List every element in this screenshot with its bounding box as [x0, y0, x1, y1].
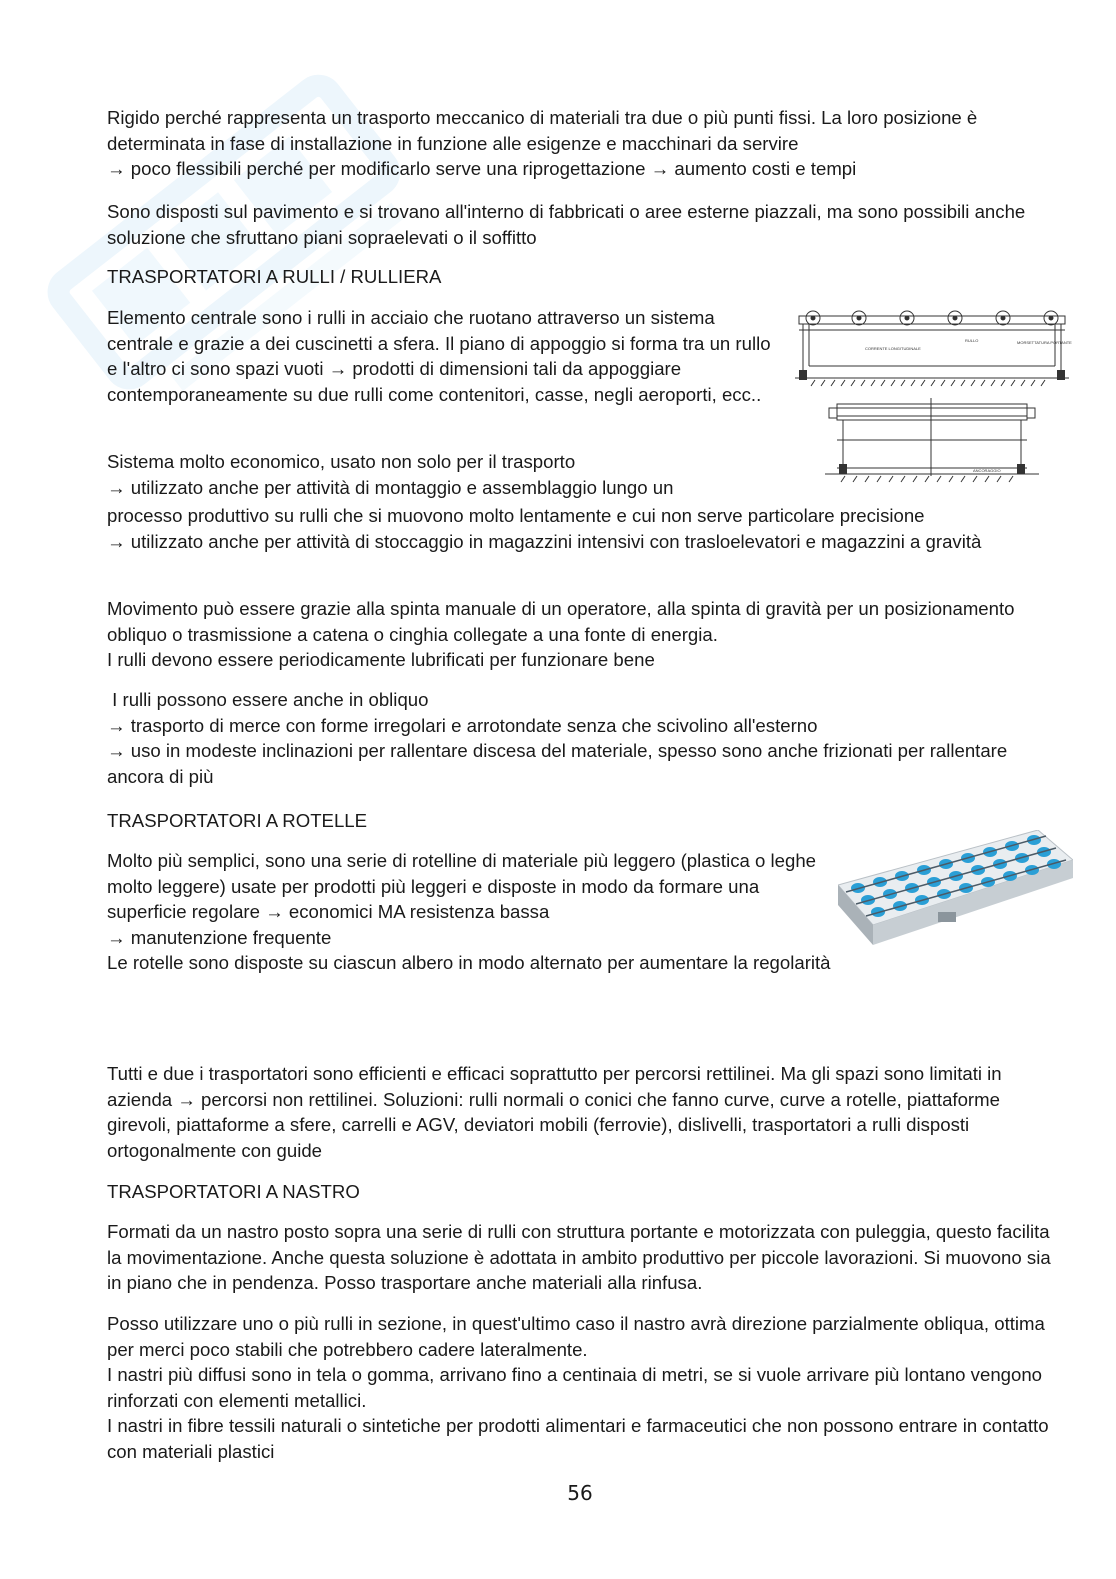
paragraph-movement: [107, 596, 1062, 673]
page-number: 56: [567, 1481, 593, 1505]
paragraph-text: → poco flessibili perché per modificarlo serve una riprogettazione → aumento costi e tempi: [107, 158, 857, 179]
paragraph-text: → uso in modeste inclinazioni per rallentare discesa del materiale, spesso sono anche frizionati per rallentare ancora di più: [107, 740, 1008, 787]
heading-rulli: TRASPORTATORI A RULLI / RULLIERA: [107, 266, 442, 287]
paragraph-text: Movimento può essere grazie alla spinta manuale di un operatore, alla spinta di gravità per un posizionamento obliquo o trasmissione a catena o cinghia collegate a una fonte di energia.: [107, 598, 1015, 645]
paragraph-text: I nastri in fibre tessili naturali o sintetiche per prodotti alimentari e farmaceutici che non possono entrare in contatto con materiali plastici: [107, 1415, 1049, 1462]
heading-rotelle: TRASPORTATORI A ROTELLE: [107, 810, 368, 831]
paragraph-rulli-description: Elemento centrale sono i rulli in acciaio che ruotano attraverso un sistema centrale e grazie a dei cuscinetti a sfera. Il piano di appoggio si forma tra un rullo e l'altro ci sono spazi vuoti → prodotti di dimensioni tali da appoggiare contemporaneamente su due rulli come contenitori, casse, negli aeroporti, ecc..: [107, 307, 771, 405]
paragraph-text: Rigido perché rappresenta un trasporto meccanico di materiali tra due o più punti fissi. La loro posizione è determinata in fase di installazione in funzione alle esigenze e macchinari da servire: [107, 107, 978, 154]
paragraph-text: Molto più semplici, sono una serie di rotelline di materiale più leggero (plastica o leghe molto leggere) usate per prodotti più leggeri e disposte in modo da formare una superficie regolare → economici MA resistenza bassa: [107, 850, 817, 922]
paragraph-economic-b: [107, 503, 1062, 554]
paragraph-text: Posso utilizzare uno o più rulli in sezione, in quest'ultimo caso il nastro avrà direzione parzialmente obliqua, ottima per merci poco stabili che potrebbero cadere lateralmente.: [107, 1313, 1045, 1360]
paragraph-location: Sono disposti sul pavimento e si trovano all'interno di fabbricati o aree esterne piazzali, ma sono possibili anche soluzione che sfruttano piani sopraelevati o il soffitto: [107, 201, 1026, 248]
paragraph-text: processo produttivo su rulli che si muovono molto lentamente e cui non serve particolare precisione: [107, 505, 925, 526]
paragraph-oblique: [107, 687, 1062, 789]
paragraph-text: Sistema molto economico, usato non solo per il trasporto: [107, 451, 576, 472]
paragraph-efficiency: Tutti e due i trasportatori sono efficienti e efficaci soprattutto per percorsi rettilinei. Ma gli spazi sono limitati in azienda → percorsi non rettilinei. Soluzioni: rulli normali o conici che fanno curve, curve a rotelle, piattaforme girevoli, piattaforme a sfere, carrelli e AGV, deviatori mobili (ferrovie), dislivelli, trasportatori a rulli disposti ortogonalmente con guide: [107, 1063, 1002, 1161]
drawing-label-ancoraggio: ANCORAGGIO: [973, 468, 1001, 473]
drawing-label-morsetto: MORSETTATURA PORTANTE: [1017, 340, 1072, 345]
paragraph-nastro: Formati da un nastro posto sopra una serie di rulli con struttura portante e motorizzata con puleggia, questo facilita la movimentazione. Anche questa soluzione è adottata in ambito produttivo per piccole lavorazioni. Si muovono sia in piano che in pendenza. Posso trasportare anche materiali alla rinfusa.: [107, 1221, 1051, 1293]
paragraph-text: → trasporto di merce con forme irregolari e arrotondate senza che scivolino all'esterno: [107, 714, 818, 736]
paragraph-rigid: [107, 105, 1062, 182]
wheel-conveyor-image: [838, 830, 1073, 965]
roller-conveyor-drawing: [785, 300, 1075, 495]
paragraph-text: Le rotelle sono disposte su ciascun albero in modo alternato per aumentare la regolarità: [107, 952, 831, 973]
paragraph-text: I rulli possono essere anche in obliquo: [112, 689, 429, 710]
paragraph-text: → utilizzato anche per attività di montaggio e assemblaggio lungo un: [107, 476, 674, 498]
paragraph-text: → utilizzato anche per attività di stoccaggio in magazzini intensivi con trasloelevatori e magazzini a gravità: [107, 530, 982, 552]
paragraph-text: → manutenzione frequente: [107, 926, 332, 948]
paragraph-text: I nastri più diffusi sono in tela o gomma, arrivano fino a centinaia di metri, se si vuole arrivare più lontano vengono rinforzati con elementi metallici.: [107, 1364, 1043, 1411]
drawing-label-rullo: RULLO: [965, 338, 979, 343]
paragraph-text: I rulli devono essere periodicamente lubrificati per funzionare bene: [107, 649, 655, 670]
paragraph-nastro-details: [107, 1311, 1062, 1464]
drawing-label-corrente: CORRENTE LONGITUDINALE: [865, 346, 921, 351]
paragraph-economic-a: [107, 449, 777, 500]
paragraph-rotelle: [107, 848, 832, 976]
heading-nastro: TRASPORTATORI A NASTRO: [107, 1181, 360, 1202]
